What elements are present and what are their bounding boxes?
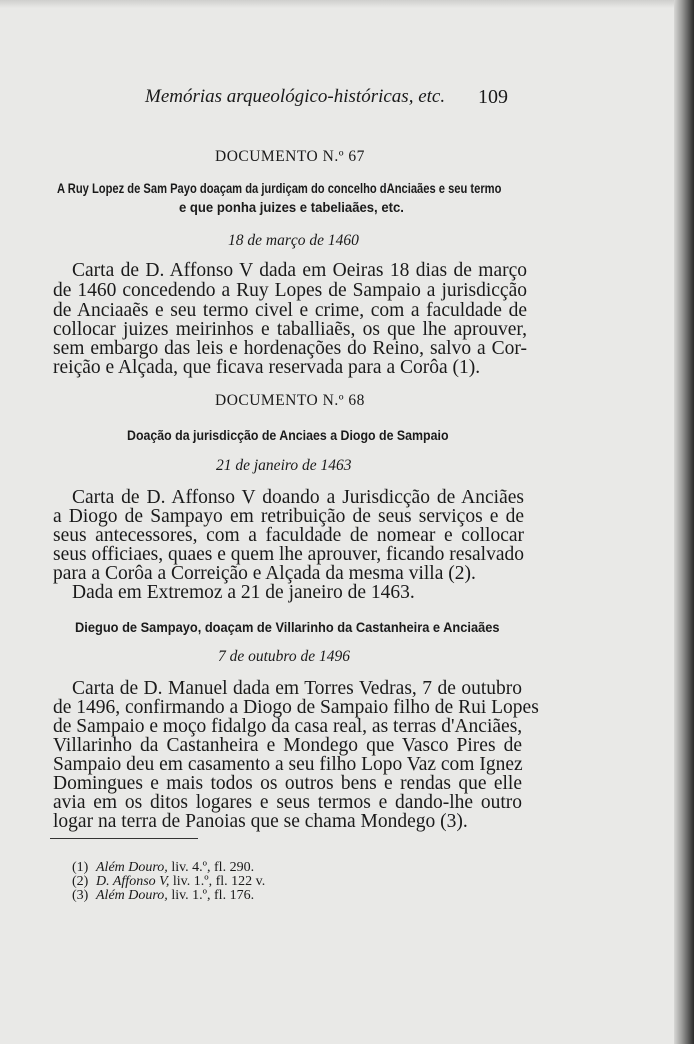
paragraph-line: Carta de D. Affonso V doando a Jurisdicção de Anciães — [72, 487, 524, 508]
paragraph-line: de 1460 concedendo a Ruy Lopes de Sampaio a jurisdicção — [53, 280, 527, 301]
paragraph-line: a Diogo de Sampayo em retribuição de seus serviços e de — [53, 506, 524, 527]
document-title-line: Dieguo de Sampayo, doaçam de Villarinho da Castanheira e Anciaães — [75, 620, 500, 635]
footnote-source: Além Douro, — [96, 860, 168, 875]
footnote-number: (1) — [72, 860, 89, 875]
document-heading: DOCUMENTO N.º 67 — [215, 148, 365, 165]
paragraph-line: logar na terra de Panoias que se chama Mondego (3). — [53, 811, 468, 832]
paragraph-line: collocar juizes meirinhos e taballiaẽs, os que lhe aprouver, — [53, 319, 527, 340]
footnote-number: (3) — [72, 888, 89, 903]
document-heading: DOCUMENTO N.º 68 — [215, 392, 365, 409]
document-date: 18 de março de 1460 — [228, 232, 359, 249]
page-top-shadow — [0, 0, 694, 8]
paragraph-line: de Sampaio e moço fidalgo da casa real, as terras d'Anciães, — [53, 716, 523, 737]
paragraph-line: Dada em Extremoz a 21 de janeiro de 1463. — [72, 582, 415, 603]
paragraph-line: Carta de D. Manuel dada em Torres Vedras, 7 de outubro — [72, 678, 522, 699]
footnote-source: D. Affonso V, — [96, 874, 170, 889]
paragraph-line: avia em os ditos logares e seus termos e dando-lhe outro — [53, 792, 522, 813]
paragraph-line: de 1496, confirmando a Diogo de Sampaio filho de Rui Lopes — [53, 697, 539, 718]
footnote-reference: liv. 1.º, fl. 122 v. — [169, 874, 266, 889]
paragraph-line: Sampaio deu em casamento a seu filho Lopo Vaz com Ignez — [53, 754, 523, 775]
document-title-line: A Ruy Lopez de Sam Payo doaçam da jurdiçam do concelho dAnciaães e seu termo — [57, 181, 502, 196]
paragraph-line: Domingues e mais todos os outros bens e rendas que elle — [53, 773, 522, 794]
footnote-source: Além Douro, — [96, 888, 168, 903]
page-number: 109 — [478, 86, 508, 108]
paragraph-line: Carta de D. Affonso V dada em Oeiras 18 dias de março — [72, 260, 527, 281]
document-title-line: Doação da jurisdicção de Anciaes a Diogo de Sampaio — [127, 428, 449, 443]
paragraph-line: reição e Alçada, que ficava reservada para a Corôa (1). — [53, 357, 481, 378]
document-date: 7 de outubro de 1496 — [218, 648, 351, 665]
document-title-line: e que ponha juizes e tabeliaães, etc. — [179, 200, 404, 215]
footnote-separator — [50, 838, 198, 839]
paragraph-line: seus officiaes, quaes e quem lhe aprouver, ficando resalvado — [53, 544, 525, 565]
document-date: 21 de janeiro de 1463 — [216, 457, 352, 474]
footnote-number: (2) — [72, 874, 89, 889]
footnote-reference: liv. 1.º, fl. 176. — [167, 888, 255, 903]
footnote — [72, 888, 254, 904]
paragraph-line: Villarinho da Castanheira e Mondego que Vasco Pires de — [53, 735, 522, 756]
running-header-title: Memórias arqueológico-históricas, etc. — [145, 86, 446, 107]
paragraph-line: sem embargo das leis e hordenações do Reino, salvo a Cor- — [53, 338, 527, 359]
paragraph-line: de Anciaaẽs e seu termo civel e crime, com a faculdade de — [53, 300, 527, 321]
paragraph-line: para a Corôa a Correição e Alçada da mesma villa (2). — [53, 563, 476, 584]
paragraph-line: seus antecessores, com a faculdade de nomear e collocar — [53, 525, 524, 546]
page-edge-shadow — [674, 0, 694, 1044]
footnote-reference: liv. 4.º, fl. 290. — [167, 860, 255, 875]
